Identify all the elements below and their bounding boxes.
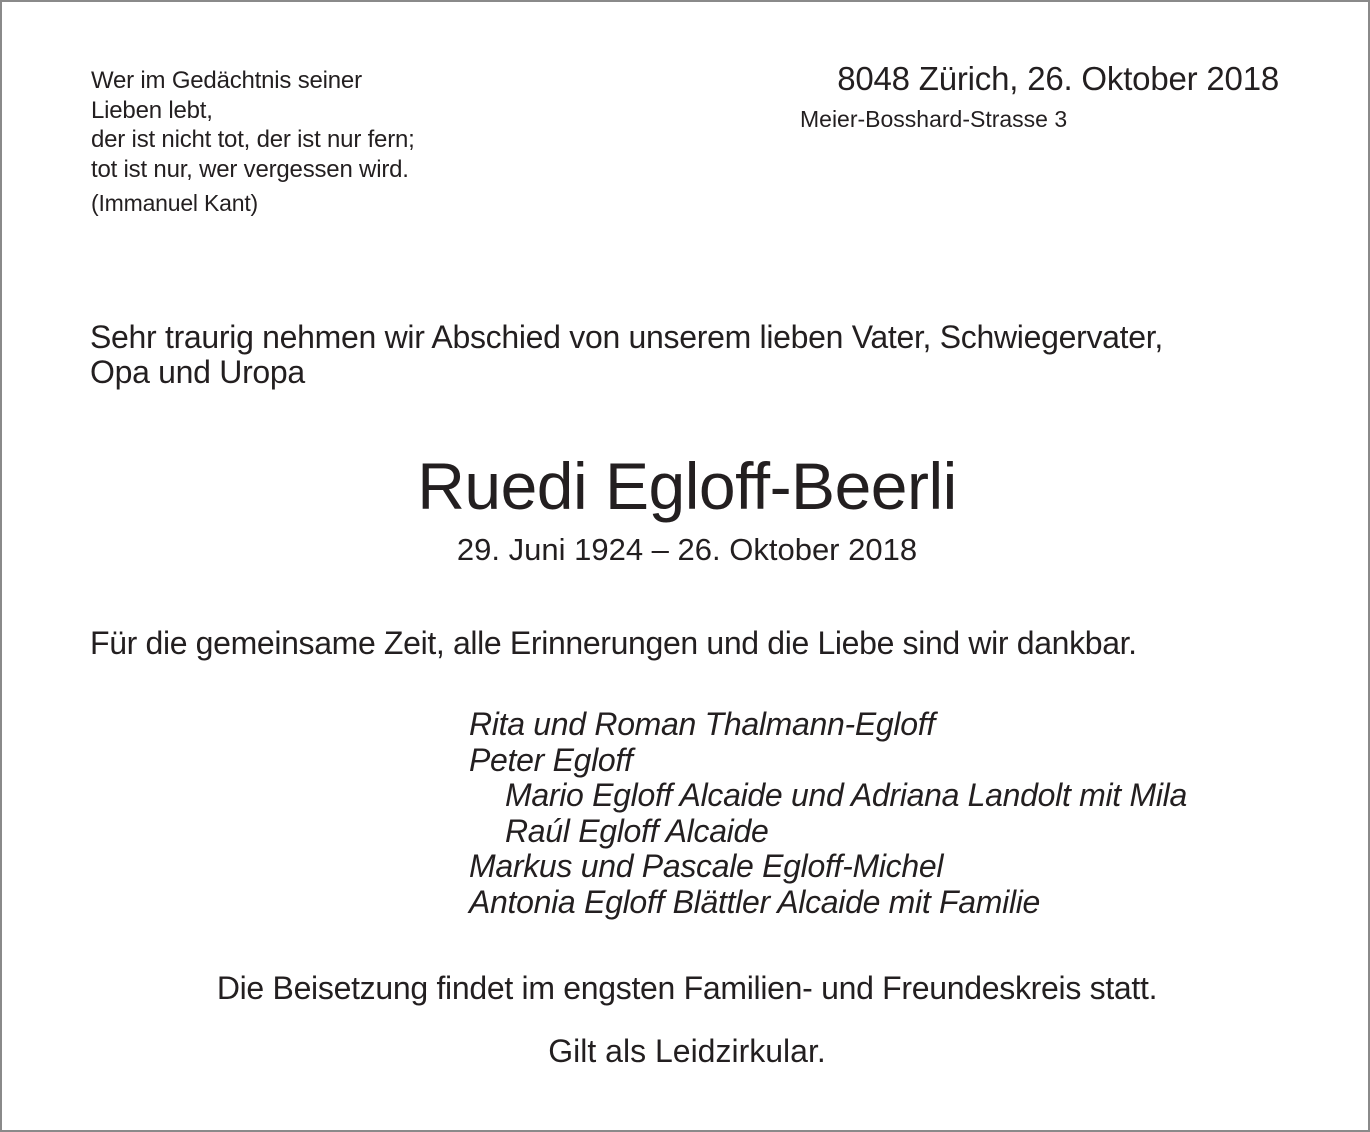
poem-quote [91,66,611,219]
mourner: Rita und Roman Thalmann-Egloff [469,706,935,742]
deceased-name: Ruedi Egloff-Beerli [417,449,957,523]
intro-text [90,320,1300,390]
circular-note: Gilt als Leidzirkular. [548,1033,826,1069]
poem-line: tot ist nur, wer vergessen wird. [91,155,409,183]
intro-line: Opa und Uropa [90,354,305,390]
life-dates: 29. Juni 1924 – 26. Oktober 2018 [456,532,918,567]
poem-author: (Immanuel Kant) [91,190,259,216]
intro-line: Sehr traurig nehmen wir Abschied von unserem lieben Vater, Schwiegervater, [90,319,1163,355]
poem-line: Wer im Gedächtnis seiner [91,67,362,94]
poem-line: Lieben lebt, [91,96,213,124]
thanks-text: Für die gemeinsame Zeit, alle Erinnerungen und die Liebe sind wir dankbar. [90,625,1137,661]
mourner: Raúl Egloff Alcaide [505,812,769,849]
mourners-list [469,707,1187,920]
poem-line: der ist nicht tot, der ist nur fern; [91,126,415,153]
address: Meier-Bosshard-Strasse 3 [800,106,1068,132]
mourner: Antonia Egloff Blättler Alcaide mit Familie [469,883,1041,920]
place-date: 8048 Zürich, 26. Oktober 2018 [837,60,1279,97]
mourner: Markus und Pascale Egloff-Michel [469,848,944,884]
mourner: Peter Egloff [469,741,633,778]
burial-note: Die Beisetzung findet im engsten Familien- und Freundeskreis statt. [216,970,1158,1006]
mourner: Mario Egloff Alcaide und Adriana Landolt mit Mila [505,777,1187,813]
